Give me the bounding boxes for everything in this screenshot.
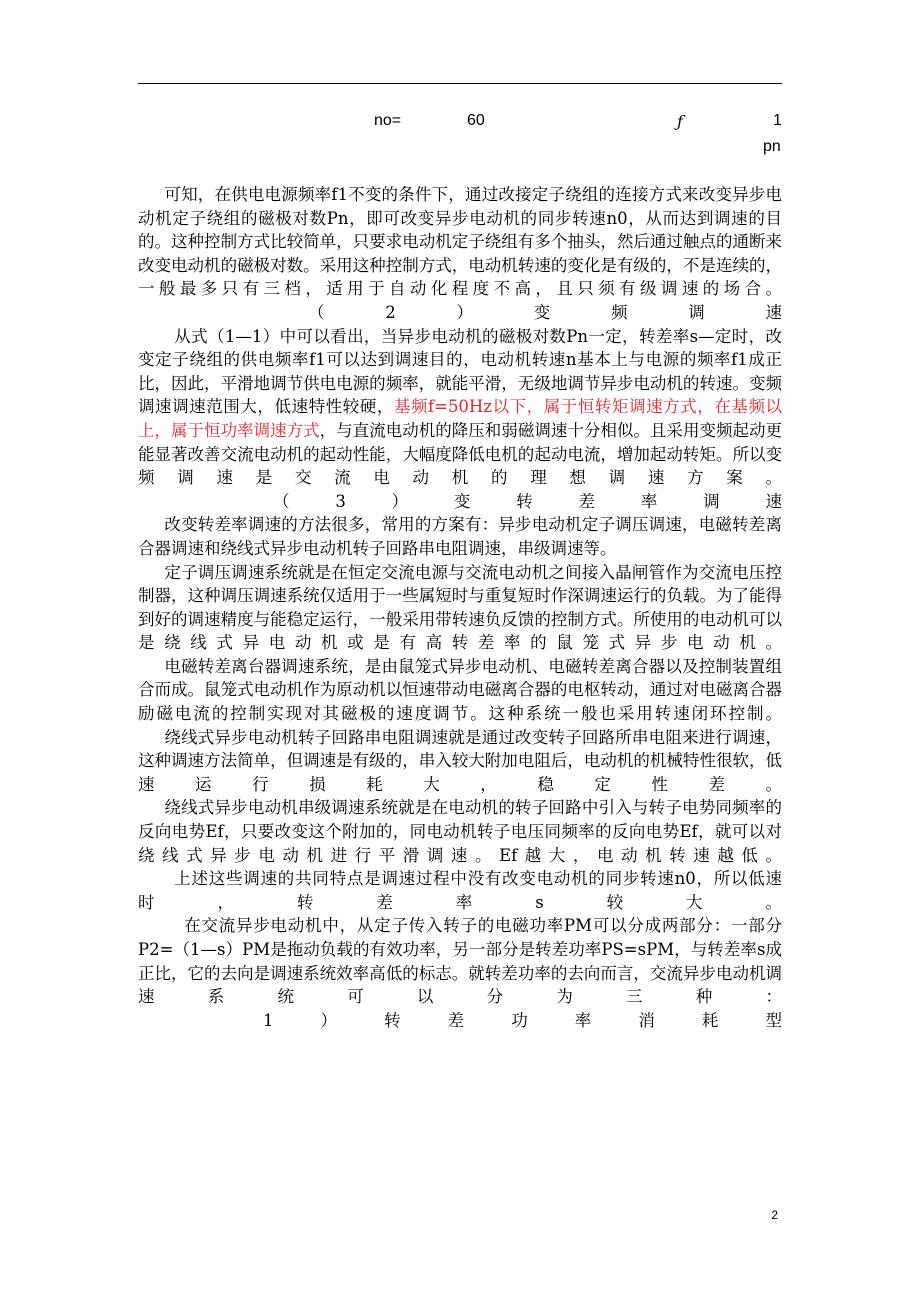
vf-highlight-red: 基频f=50Hz以下，属于恒转矩调速方式，在基频以上，属于恒功率调速方式 xyxy=(138,397,783,440)
header-rule xyxy=(138,83,782,84)
formula-lhs: no= xyxy=(374,112,402,129)
vf-text-a: 从式（1—1）中可以看出，当异步电动机的磁极对数Pn一定，转差率s—定时，改变定子绕组的供电频率f1可以达到调速目的，电动机转速n基本上与电源的频率f1成正比，因此，平滑地调节供电电源的频率，就能平滑，无级地调节异步电动机的转速。变频调速调速范围大，低速特性较硬， xyxy=(138,326,782,417)
paragraph-stator-voltage: 定子调压调速系统就是在恒定交流电源与交流电动机之间接入晶闸管作为交流电压控制器，这种调压调速系统仅适用于一些属短时与重复短时作深调速运行的负载。为了能得到好的调速精度与能稳定运行，一般采用带转速负反馈的控制方式。所使用的电动机可以是绕线式异电动机或是有高转差率的鼠笼式异步电动机。 xyxy=(138,562,782,653)
formula-pn: pn xyxy=(763,138,781,155)
page-number: 2 xyxy=(771,1208,778,1222)
paragraph-eddy-clutch: 电磁转差离台器调速系统，是由鼠笼式异步电动机、电磁转差离合器以及控制装置组合而成。鼠笼式电动机作为原动机以恒速带动电磁离合器的电枢转动，通过对电磁离合器励磁电流的控制实现对其磁极的速度调节。这种系统一般也采用转速闭环控制。 xyxy=(138,656,782,724)
heading-slip-control: （3）变转差率调速 xyxy=(273,491,782,511)
formula-f: ƒ xyxy=(677,112,683,131)
heading-variable-frequency: （2）变频调速 xyxy=(308,302,782,322)
document-body xyxy=(138,183,782,1032)
paragraph-rotor-resistance: 绕线式异步电动机转子回路串电阻调速就是通过改变转子回路所串电阻来进行调速，这种调速方法简单，但调速是有级的，串入较大附加电阻后，电动机的机械特性很软，低速运行损耗大，稳定性差。 xyxy=(138,727,782,794)
paragraph-pole-change: 可知，在供电电源频率f1不变的条件下，通过改接定子绕组的连接方式来改变异步电动机定子绕组的磁极对数Pn，即可改变异步电动机的同步转速n0，从而达到调速的目的。这种控制方式比较简单，只要求电动机定子绕组有多个抽头，然后通过触点的通断来改变电动机的磁极对数。采用这种控制方式，电动机转速的变化是有级的，不是连续的，一般最多只有三档，适用于自动化程度不高，且只须有级调速的场合。 xyxy=(138,185,782,299)
formula-one: 1 xyxy=(773,112,782,129)
paragraph-slip-methods: 改变转差率调速的方法很多，常用的方案有：异步电动机定子调压调速，电磁转差离合器调速和绕线式异步电动机转子回路串电阻调速，串级调速等。 xyxy=(138,515,782,558)
paragraph-variable-frequency xyxy=(138,325,782,490)
paragraph-cascade: 绕线式异步电动机串级调速系统就是在电动机的转子回路中引入与转子电势同频率的反向电势Ef，只要改变这个附加的，同电动机转子电压同频率的反向电势Ef，就可以对绕线式异步电动机进行平滑调速。Ef越大，电动机转速越低。 xyxy=(138,798,782,865)
vf-text-b: ，与直流电动机的降压和弱磁调速十分相似。且采用变频起动更能显著改善交流电动机的起动性能，大幅度降低电机的起动电流，增加起动转矩。所以变频调速是交流电动机的理想调速方案。 xyxy=(138,420,783,488)
paragraph-common-feature: 上述这些调速的共同特点是调速过程中没有改变电动机的同步转速n0，所以低速时，转差率s较大。 xyxy=(138,869,782,912)
heading-slip-power-consumption: 1）转差功率消耗型 xyxy=(263,1010,782,1030)
paragraph-slip-power: 在交流异步电动机中，从定子传入转子的电磁功率PM可以分成两部分：一部分P2=（1—s）PM是拖动负载的有效功率，另一部分是转差功率PS=sPM，与转差率s成正比，它的去向是调速系统效率高低的标志。就转差功率的去向而言，交流异步电动机调速系统可以分为三种： xyxy=(138,916,782,1007)
formula-numerator: 60 xyxy=(467,112,485,129)
